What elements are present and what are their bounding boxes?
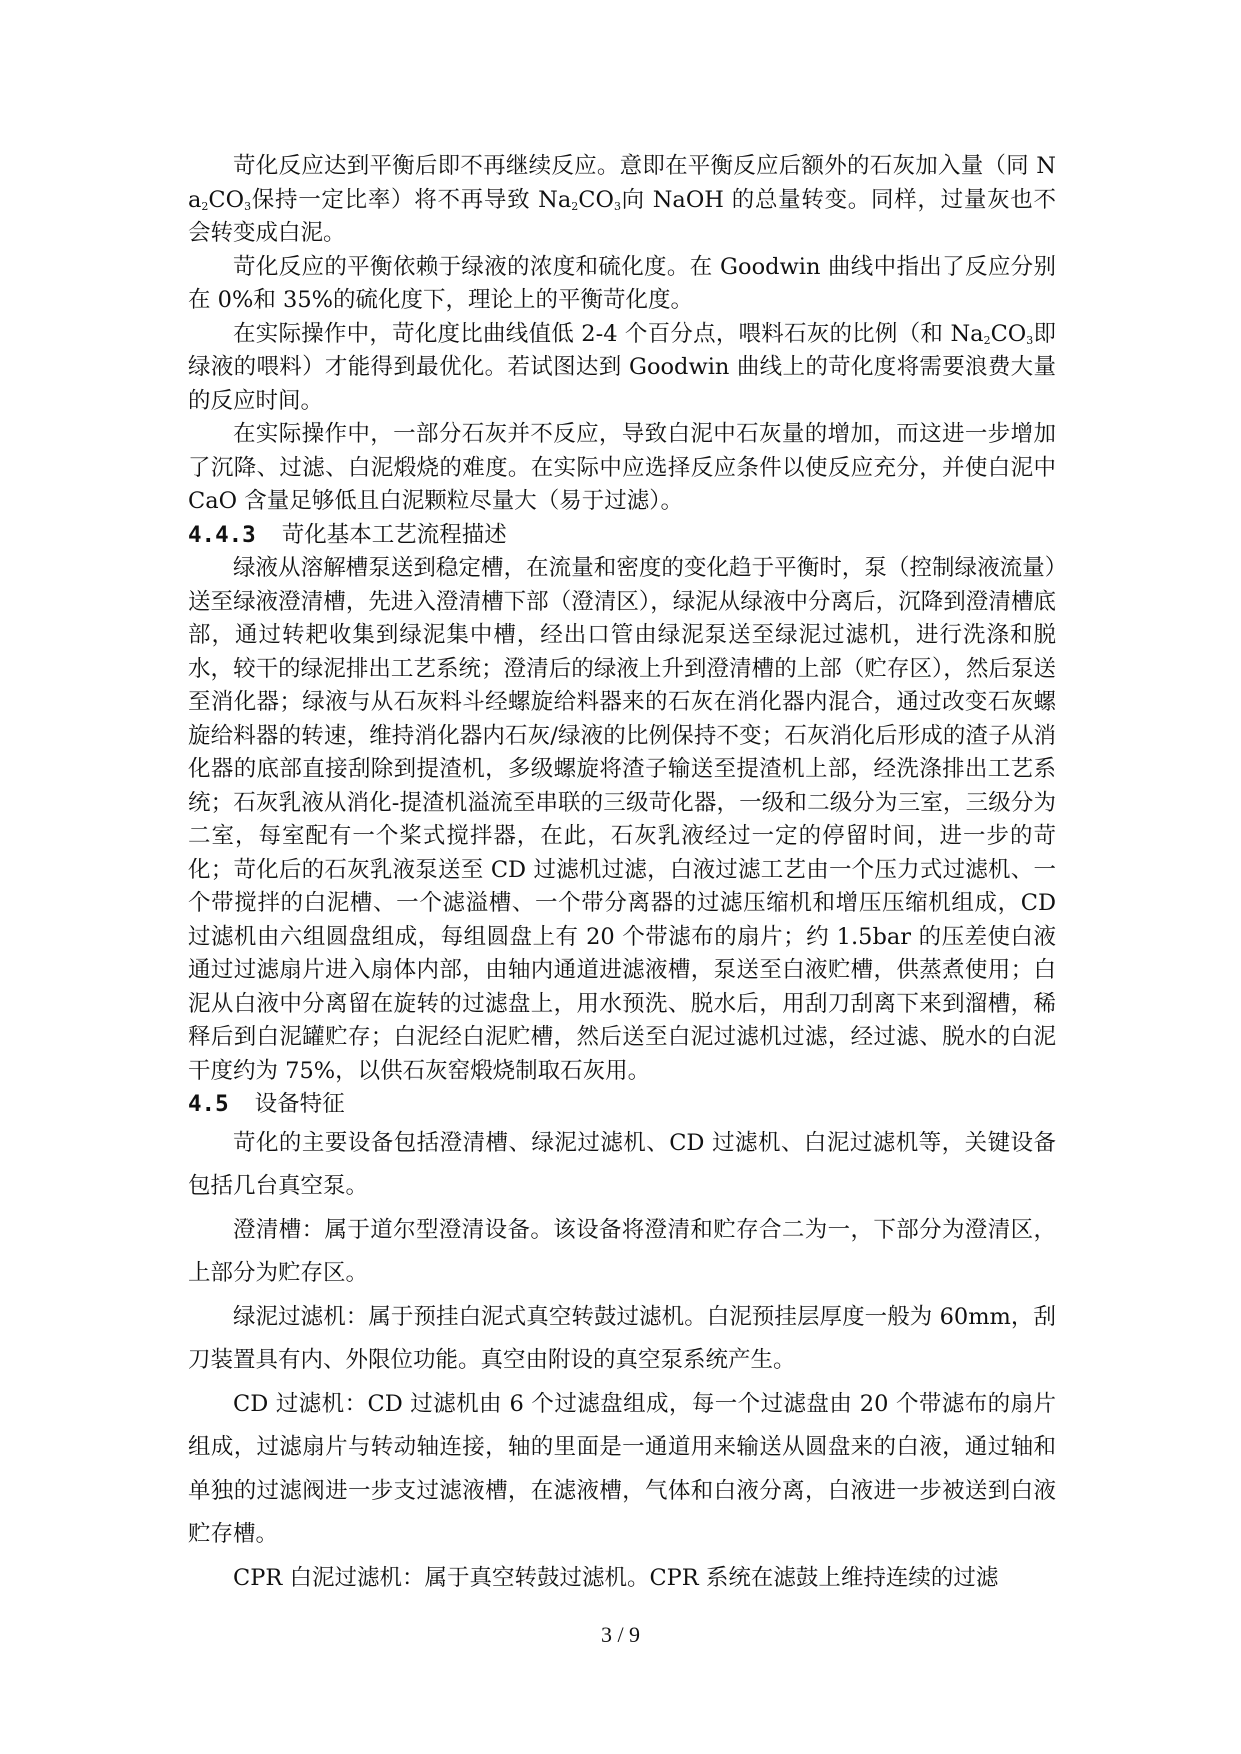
paragraph-clarifier: 澄清槽：属于道尔型澄清设备。该设备将澄清和贮存合二为一，下部分为澄清区，上部分为贮存区。: [188, 1216, 1056, 1286]
section-heading-4-5: [188, 1088, 1056, 1122]
formula-subscript: 2: [983, 333, 991, 347]
page-number: 3 / 9: [600, 1622, 641, 1647]
section-number: 4.4.3: [188, 521, 256, 548]
section-title: 设备特征: [254, 1091, 345, 1117]
paragraph-optimal-ratio: 在实际操作中，苛化度比曲线值低 2-4 个百分点，喂料石灰的比例（和 $Na_2CO_3$即绿液的喂料）才能得到最优化。若试图达到 Goodwin 曲线上的苛化度将需要浪费大量的反应时间。: [188, 320, 1056, 414]
formula-subscript: 3: [1026, 333, 1034, 347]
paragraph-unreacted-lime: 在实际操作中，一部分石灰并不反应，导致白泥中石灰量的增加，而这进一步增加了沉降、过滤、白泥煅烧的难度。在实际中应选择反应条件以使反应充分，并使白泥中 CaO 含量足够低且白泥颗粒尽量大（易于过滤）。: [188, 421, 1056, 514]
section-heading-4-4-3: [188, 519, 1056, 553]
paragraph-process-flow: 绿液从溶解槽泵送到稳定槽，在流量和密度的变化趋于平衡时，泵（控制绿液流量）送至绿液澄清槽，先进入澄清槽下部（澄清区），绿泥从绿液中分离后，沉降到澄清槽底部，通过转耙收集到绿泥集中槽，经出口管由绿泥泵送至绿泥过滤机，进行洗涤和脱水，较干的绿泥排出工艺系统；澄清后的绿液上升到澄清槽的上部（贮存区），然后泵送至消化器；绿液与从石灰料斗经螺旋给料器来的石灰在消化器内混合，通过改变石灰螺旋给料器的转速，维持消化器内石灰/绿液的比例保持不变；石灰消化后形成的渣子从消化器的底部直接刮除到提渣机，多级螺旋将渣子输送至提渣机上部，经洗涤排出工艺系统；石灰乳液从消化-提渣机溢流至串联的三级苛化器，一级和二级分为三室，三级分为二室，每室配有一个桨式搅拌器，在此，石灰乳液经过一定的停留时间，进一步的苛化；苛化后的石灰乳液泵送至 CD 过滤机过滤，白液过滤工艺由一个压力式过滤机、一个带搅拌的白泥槽、一个滤溢槽、一个带分离器的过滤压缩机和增压压缩机组成，CD 过滤机由六组圆盘组成，每组圆盘上有 20 个带滤布的扇片；约 1.5bar 的压差使白液通过过滤扇片进入扇体内部，由轴内通道进滤液槽，泵送至白液贮槽，供蒸煮使用；白泥从白液中分离留在旋转的过滤盘上，用水预洗、脱水后，用刮刀刮离下来到溜槽，稀释后到白泥罐贮存；白泥经白泥贮槽，然后送至白泥过滤机过滤，经过滤、脱水的白泥干度约为 75%，以供石灰窑煅烧制取石灰用。: [188, 555, 1056, 1084]
section-number: 4.5: [188, 1091, 229, 1117]
formula-subscript: 2: [201, 199, 209, 213]
paragraph-equilibrium: 苛化反应达到平衡后即不再继续反应。意即在平衡反应后额外的石灰加入量（同 $Na_2CO_3$保持一定比率）将不再导致 $Na_2CO_3$向 NaOH 的总量转变。同样，过量灰也不会转变成白泥。: [188, 153, 1056, 246]
paragraph-cd-filter: CD 过滤机：CD 过滤机由 6 个过滤盘组成，每一个过滤盘由 20 个带滤布的扇片组成，过滤扇片与转动轴连接，轴的里面是一通道用来输送从圆盘来的白液，通过轴和单独的过滤阀进一步支过滤液槽，在滤液槽，气体和白液分离，白液进一步被送到白液贮存槽。: [188, 1390, 1056, 1547]
paragraph-goodwin-curve: 苛化反应的平衡依赖于绿液的浓度和硫化度。在 Goodwin 曲线中指出了反应分别在 0%和 35%的硫化度下，理论上的平衡苛化度。: [188, 253, 1056, 313]
formula-subscript: 3: [244, 199, 252, 213]
formula-subscript: 2: [571, 199, 579, 213]
formula-subscript: 3: [613, 199, 621, 213]
document-body: [188, 150, 1056, 1600]
paragraph-dregs-filter: 绿泥过滤机：属于预挂白泥式真空转鼓过滤机。白泥预挂层厚度一般为 60mm，刮刀装置具有内、外限位功能。真空由附设的真空泵系统产生。: [188, 1303, 1056, 1373]
paragraph-main-equipment: 苛化的主要设备包括澄清槽、绿泥过滤机、CD 过滤机、白泥过滤机等，关键设备包括几台真空泵。: [188, 1129, 1056, 1199]
paragraph-cpr-filter: CPR 白泥过滤机：属于真空转鼓过滤机。CPR 系统在滤鼓上维持连续的过滤: [233, 1564, 999, 1591]
section-title: 苛化基本工艺流程描述: [281, 521, 507, 548]
